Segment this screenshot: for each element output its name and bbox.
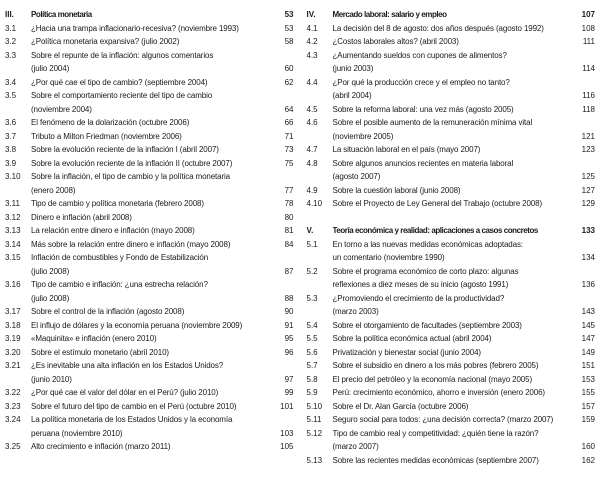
- entry-page-number: 153: [581, 374, 595, 384]
- entry-number: 5.2: [306, 266, 318, 276]
- entry-page-number: 60: [284, 64, 294, 73]
- entry-page-number: 77: [284, 185, 294, 195]
- toc-entry: [5, 22, 294, 36]
- toc-entry: [307, 413, 596, 427]
- entry-number: 3.19: [5, 334, 21, 343]
- toc-section-IV: [307, 8, 596, 211]
- title-line: (marzo 2007): [332, 442, 379, 451]
- entry-title: [31, 319, 275, 333]
- entry-page-number: 90: [284, 307, 294, 316]
- title-line: «Maquinita» e inflación (enero 2010): [31, 334, 157, 343]
- entry-page-number: 133: [581, 226, 595, 235]
- entry-page-number: 80: [284, 212, 294, 222]
- entry-number: 5.8: [306, 374, 318, 384]
- entry-title: [31, 8, 275, 22]
- entry-page-number: 145: [581, 320, 595, 330]
- title-line: ¿Promoviendo el crecimiento de la productividad?: [332, 293, 505, 303]
- title-line: ¿Por qué cae el tipo de cambio? (septiembre 2004): [31, 77, 208, 87]
- entry-page-number: 88: [284, 293, 294, 303]
- entry-title: [31, 346, 275, 360]
- entry-number: 5.9: [306, 388, 318, 397]
- entry-number: IV.: [306, 10, 316, 19]
- entry-page-number: 143: [581, 307, 595, 316]
- entry-number: 3.9: [5, 158, 17, 168]
- toc-entry: [307, 197, 596, 211]
- entry-title: [333, 35, 577, 49]
- toc-entry: [307, 454, 596, 468]
- entry-page-number: 53: [284, 23, 294, 33]
- entry-page-number: 147: [581, 334, 595, 343]
- entry-number: 3.24: [5, 415, 21, 424]
- entry-title: [333, 292, 577, 319]
- toc-column-right: [307, 8, 596, 473]
- toc-section-header: [5, 8, 294, 22]
- toc-entry: [307, 184, 596, 198]
- title-line: Inflación de combustibles y Fondo de Estabilización: [31, 253, 209, 262]
- entry-number: 5.12: [306, 428, 323, 438]
- entry-number: 4.7: [306, 145, 318, 154]
- title-line: (abril 2004): [332, 91, 372, 100]
- title-line: reflexiones a diez meses de su inicio (agosto 1991): [332, 280, 509, 289]
- entry-title: [333, 427, 577, 454]
- entry-number: III.: [5, 10, 14, 19]
- entry-page-number: 81: [284, 226, 294, 235]
- entry-number: V.: [306, 226, 314, 235]
- title-line: El influjo de dólares y la economía peruana (noviembre 2009): [31, 320, 243, 330]
- entry-number: 5.3: [306, 293, 318, 303]
- toc-entry: [307, 103, 596, 117]
- entry-page-number: 151: [581, 361, 595, 370]
- entry-page-number: 123: [581, 145, 595, 154]
- entry-title: [31, 251, 275, 278]
- entry-page-number: 101: [280, 401, 294, 411]
- title-line: Sobre algunos anuncios recientes en materia laboral: [332, 158, 514, 168]
- title-line: El precio del petróleo y la economía nacional (mayo 2005): [332, 374, 533, 384]
- toc-entry: [307, 35, 596, 49]
- entry-number: 5.7: [306, 361, 318, 370]
- entry-number: 5.6: [306, 347, 318, 357]
- entry-title: [333, 332, 577, 346]
- title-line: Sobre la política económica actual (abril 2004): [332, 334, 492, 343]
- title-line: Dinero e inflación (abril 2008): [31, 212, 132, 222]
- toc-entry: [5, 116, 294, 130]
- title-line: Sobre el programa económico de corto plazo: algunas: [332, 266, 519, 276]
- entry-page-number: 62: [284, 77, 294, 87]
- title-line: Sobre el control de la inflación (agosto 2008): [31, 307, 185, 316]
- entry-title: [31, 143, 275, 157]
- entry-title: [333, 157, 577, 184]
- toc-entry: [307, 116, 596, 143]
- entry-number: 3.20: [5, 347, 21, 357]
- toc-entry: [5, 238, 294, 252]
- entry-number: 3.10: [5, 172, 21, 181]
- toc-entry: [307, 265, 596, 292]
- entry-page-number: 78: [284, 199, 294, 208]
- title-line: Alto crecimiento e inflación (marzo 2011): [31, 442, 171, 451]
- entry-title: [333, 184, 577, 198]
- entry-title: [31, 170, 275, 197]
- entry-page-number: 105: [280, 442, 294, 451]
- entry-number: 5.11: [306, 415, 322, 424]
- title-line: ¿Por qué la producción crece y el empleo no tanto?: [332, 77, 510, 87]
- entry-page-number: 64: [284, 104, 294, 114]
- toc-section-V: [307, 224, 596, 467]
- entry-page-number: 95: [284, 334, 294, 343]
- toc-entry: [5, 130, 294, 144]
- entry-number: 3.14: [5, 239, 21, 249]
- title-line: Mercado laboral: salario y empleo: [332, 10, 447, 19]
- toc-entry: [5, 89, 294, 116]
- title-line: Privatización y bienestar social (junio 2004): [332, 347, 481, 357]
- toc-entry: [5, 197, 294, 211]
- entry-number: 5.1: [306, 239, 318, 249]
- entry-number: 3.7: [5, 131, 17, 141]
- toc-column-left: [5, 8, 294, 473]
- toc-section-header: [307, 224, 596, 238]
- toc-entry: [5, 278, 294, 305]
- entry-title: [31, 49, 275, 76]
- title-line: Sobre la inflación, el tipo de cambio y la política monetaria: [31, 172, 231, 181]
- entry-title: [31, 332, 275, 346]
- entry-page-number: 118: [582, 104, 595, 114]
- entry-title: [333, 103, 577, 117]
- entry-page-number: 96: [284, 347, 294, 357]
- entry-number: 3.3: [5, 50, 17, 60]
- toc-entry: [5, 35, 294, 49]
- title-line: ¿Aumentando sueldos con cupones de alimentos?: [332, 50, 507, 60]
- entry-number: 4.6: [306, 118, 318, 127]
- title-line: ¿Costos laborales altos? (abril 2003): [332, 37, 459, 46]
- entry-number: 5.4: [306, 320, 318, 330]
- entry-page-number: 149: [581, 347, 595, 357]
- toc-entry: [307, 49, 596, 76]
- entry-title: [31, 211, 275, 225]
- title-line: Tributo a Milton Friedman (noviembre 2006): [31, 131, 182, 141]
- toc-entry: [5, 359, 294, 386]
- title-line: Sobre el futuro del tipo de cambio en el Perú (octubre 2010): [31, 401, 237, 411]
- title-line: Sobre la evolución reciente de la inflación II (octubre 2007): [31, 158, 233, 168]
- entry-page-number: 99: [284, 388, 294, 397]
- entry-title: [333, 346, 577, 360]
- entry-title: [31, 89, 275, 116]
- entry-number: 3.12: [5, 212, 21, 222]
- toc-entry: [5, 305, 294, 319]
- title-line: Sobre el repunte de la inflación: algunos comentarios: [31, 50, 214, 60]
- entry-title: [333, 49, 577, 76]
- title-line: ¿Por qué cae el valor del dólar en el Perú? (julio 2010): [31, 388, 219, 397]
- title-line: (julio 2008): [31, 266, 70, 276]
- entry-title: [333, 265, 577, 292]
- entry-title: [333, 8, 577, 22]
- entry-title: [31, 130, 275, 144]
- toc-entry: [307, 22, 596, 36]
- entry-number: 3.22: [5, 388, 21, 397]
- title-line: ¿Hacia una trampa inflacionario-recesiva? (noviembre 1993): [31, 23, 239, 33]
- entry-title: [31, 224, 275, 238]
- toc-entry: [5, 157, 294, 171]
- title-line: La decisión del 8 de agosto: dos años después (agosto 1992): [332, 23, 544, 33]
- toc-section-header: [307, 8, 596, 22]
- entry-number: 3.2: [5, 37, 17, 46]
- entry-number: 5.13: [306, 455, 323, 465]
- entry-title: [333, 143, 577, 157]
- entry-page-number: 103: [280, 428, 294, 438]
- toc-entry: [307, 143, 596, 157]
- entry-title: [31, 400, 275, 414]
- toc-entry: [5, 143, 294, 157]
- entry-page-number: 129: [581, 199, 595, 208]
- title-line: ¿Es inevitable una alta inflación en los Estados Unidos?: [31, 361, 224, 370]
- entry-number: 5.5: [306, 334, 318, 343]
- title-line: Sobre el Dr. Alan García (octubre 2006): [332, 401, 469, 411]
- title-line: Tipo de cambio y política monetaria (febrero 2008): [31, 199, 204, 208]
- entry-number: 4.2: [306, 37, 318, 46]
- entry-page-number: 114: [582, 64, 595, 73]
- title-line: Sobre la cuestión laboral (junio 2008): [332, 185, 461, 195]
- title-line: (julio 2008): [31, 293, 70, 303]
- toc-entry: [307, 373, 596, 387]
- entry-page-number: 134: [581, 253, 595, 262]
- title-line: Sobre el comportamiento reciente del tipo de cambio: [31, 91, 213, 100]
- entry-title: [31, 359, 275, 386]
- toc-entry: [5, 440, 294, 454]
- entry-page-number: 58: [284, 37, 294, 46]
- entry-title: [31, 116, 275, 130]
- entry-number: 3.17: [5, 307, 21, 316]
- toc-entry: [307, 427, 596, 454]
- entry-page-number: 108: [581, 23, 595, 33]
- entry-number: 4.9: [306, 185, 318, 195]
- entry-page-number: 159: [581, 415, 595, 424]
- entry-title: [333, 319, 577, 333]
- entry-page-number: 53: [284, 10, 294, 19]
- toc-entry: [5, 319, 294, 333]
- entry-title: [333, 116, 577, 143]
- title-line: Más sobre la relación entre dinero e inflación (mayo 2008): [31, 239, 231, 249]
- entry-number: 4.5: [306, 104, 318, 114]
- entry-title: [31, 22, 275, 36]
- title-line: Sobre el otorgamiento de facultades (septiembre 2003): [332, 320, 522, 330]
- title-line: (enero 2008): [31, 185, 76, 195]
- entry-title: [31, 386, 275, 400]
- entry-page-number: 71: [284, 131, 294, 141]
- toc-entry: [5, 224, 294, 238]
- toc-entry: [307, 238, 596, 265]
- entry-title: [333, 454, 577, 468]
- title-line: Sobre la reforma laboral: una vez más (agosto 2005): [332, 104, 514, 114]
- entry-title: [333, 400, 577, 414]
- title-line: (noviembre 2004): [31, 104, 92, 114]
- entry-title: [31, 76, 275, 90]
- entry-title: [333, 386, 577, 400]
- title-line: (junio 2010): [31, 374, 72, 384]
- toc-entry: [5, 251, 294, 278]
- entry-page-number: 75: [284, 158, 294, 168]
- title-line: Sobre el estímulo monetario (abril 2010): [31, 347, 169, 357]
- entry-number: 5.10: [306, 401, 323, 411]
- title-line: (marzo 2003): [332, 307, 379, 316]
- toc-entry: [5, 332, 294, 346]
- entry-page-number: 136: [581, 280, 595, 289]
- toc-entry: [307, 319, 596, 333]
- title-line: (noviembre 2005): [332, 131, 394, 141]
- entry-title: [31, 238, 275, 252]
- entry-title: [333, 413, 577, 427]
- entry-title: [31, 35, 275, 49]
- entry-number: 3.1: [5, 23, 17, 33]
- title-line: Sobre el subsidio en dinero a los más pobres (febrero 2005): [332, 361, 539, 370]
- title-line: La política monetaria de los Estados Unidos y la economía: [31, 415, 233, 424]
- entry-page-number: 73: [284, 145, 294, 154]
- title-line: Tipo de cambio e inflación: ¿una estrecha relación?: [31, 280, 208, 289]
- title-line: Tipo de cambio real y competitividad: ¿quién tiene la razón?: [332, 428, 539, 438]
- entry-title: [333, 238, 577, 265]
- title-line: Sobre la evolución reciente de la inflación I (abril 2007): [31, 145, 219, 154]
- title-line: Sobre las recientes medidas económicas (septiembre 2007): [332, 455, 539, 465]
- entry-number: 4.3: [306, 50, 318, 60]
- entry-number: 4.8: [306, 158, 318, 168]
- entry-number: 3.13: [5, 226, 21, 235]
- toc-entry: [307, 359, 596, 373]
- entry-number: 3.6: [5, 118, 17, 127]
- entry-page-number: 107: [581, 10, 595, 19]
- entry-title: [31, 413, 275, 440]
- entry-page-number: 116: [582, 91, 595, 100]
- title-line: La relación entre dinero e inflación (mayo 2008): [31, 226, 195, 235]
- entry-number: 3.25: [5, 442, 21, 451]
- entry-page-number: 127: [581, 185, 595, 195]
- title-line: Seguro social para todos: ¿una decisión correcta? (marzo 2007): [332, 415, 554, 424]
- toc-entry: [5, 346, 294, 360]
- entry-number: 3.18: [5, 320, 21, 330]
- title-line: ¿Política monetaria expansiva? (julio 2002): [31, 37, 180, 46]
- entry-page-number: 97: [284, 374, 294, 384]
- toc-entry: [5, 400, 294, 414]
- toc-entry: [307, 400, 596, 414]
- title-line: En torno a las nuevas medidas económicas adoptadas:: [332, 239, 523, 249]
- entry-title: [333, 22, 577, 36]
- entry-title: [333, 76, 577, 103]
- toc-entry: [307, 332, 596, 346]
- entry-number: 4.10: [306, 199, 323, 208]
- entry-number: 3.5: [5, 91, 17, 100]
- entry-title: [333, 197, 577, 211]
- title-line: La situación laboral en el país (mayo 2007): [332, 145, 481, 154]
- toc-entry: [5, 413, 294, 440]
- entry-page-number: 160: [581, 442, 595, 451]
- toc-section-III: [5, 8, 294, 454]
- title-line: (agosto 2007): [332, 172, 381, 181]
- entry-number: 3.4: [5, 77, 17, 87]
- entry-number: 3.23: [5, 401, 21, 411]
- entry-number: 4.4: [306, 77, 318, 87]
- title-line: Sobre el posible aumento de la remuneración mínima vital: [332, 118, 533, 127]
- entry-title: [31, 157, 275, 171]
- title-line: (julio 2004): [31, 64, 70, 73]
- entry-number: 4.1: [306, 23, 318, 33]
- entry-page-number: 84: [284, 239, 294, 249]
- entry-number: 3.21: [5, 361, 21, 370]
- entry-page-number: 121: [581, 131, 595, 141]
- entry-title: [31, 305, 275, 319]
- toc-entry: [5, 386, 294, 400]
- toc-entry: [307, 346, 596, 360]
- entry-title: [31, 197, 275, 211]
- title-line: Sobre el Proyecto de Ley General del Trabajo (octubre 2008): [332, 199, 542, 208]
- title-line: Perú: crecimiento económico, ahorro e inversión (enero 2006): [332, 388, 545, 397]
- entry-title: [31, 440, 275, 454]
- title-line: Política monetaria: [31, 10, 92, 19]
- title-line: (junio 2003): [332, 64, 374, 73]
- toc-entry: [307, 292, 596, 319]
- toc-entry: [307, 386, 596, 400]
- toc-entry: [5, 211, 294, 225]
- entry-page-number: 111: [582, 37, 595, 46]
- entry-page-number: 155: [581, 388, 595, 397]
- entry-title: [31, 278, 275, 305]
- entry-number: 3.15: [5, 253, 21, 262]
- entry-page-number: 125: [581, 172, 595, 181]
- toc-entry: [307, 76, 596, 103]
- entry-page-number: 157: [581, 401, 595, 411]
- toc-entry: [307, 157, 596, 184]
- entry-page-number: 66: [284, 118, 294, 127]
- entry-number: 3.11: [5, 199, 20, 208]
- entry-page-number: 162: [581, 455, 595, 465]
- entry-page-number: 91: [284, 320, 294, 330]
- title-line: El fenómeno de la dolarización (octubre 2006): [31, 118, 190, 127]
- toc-entry: [5, 49, 294, 76]
- entry-number: 3.8: [5, 145, 17, 154]
- title-line: Teoría económica y realidad: aplicaciones a casos concretos: [332, 226, 538, 235]
- entry-number: 3.16: [5, 280, 21, 289]
- entry-title: [333, 373, 577, 387]
- title-line: peruana (noviembre 2010): [31, 428, 123, 438]
- entry-page-number: 87: [284, 266, 294, 276]
- toc-entry: [5, 76, 294, 90]
- entry-title: [333, 224, 577, 238]
- entry-title: [333, 359, 577, 373]
- title-line: un comentario (noviembre 1990): [332, 253, 445, 262]
- toc-entry: [5, 170, 294, 197]
